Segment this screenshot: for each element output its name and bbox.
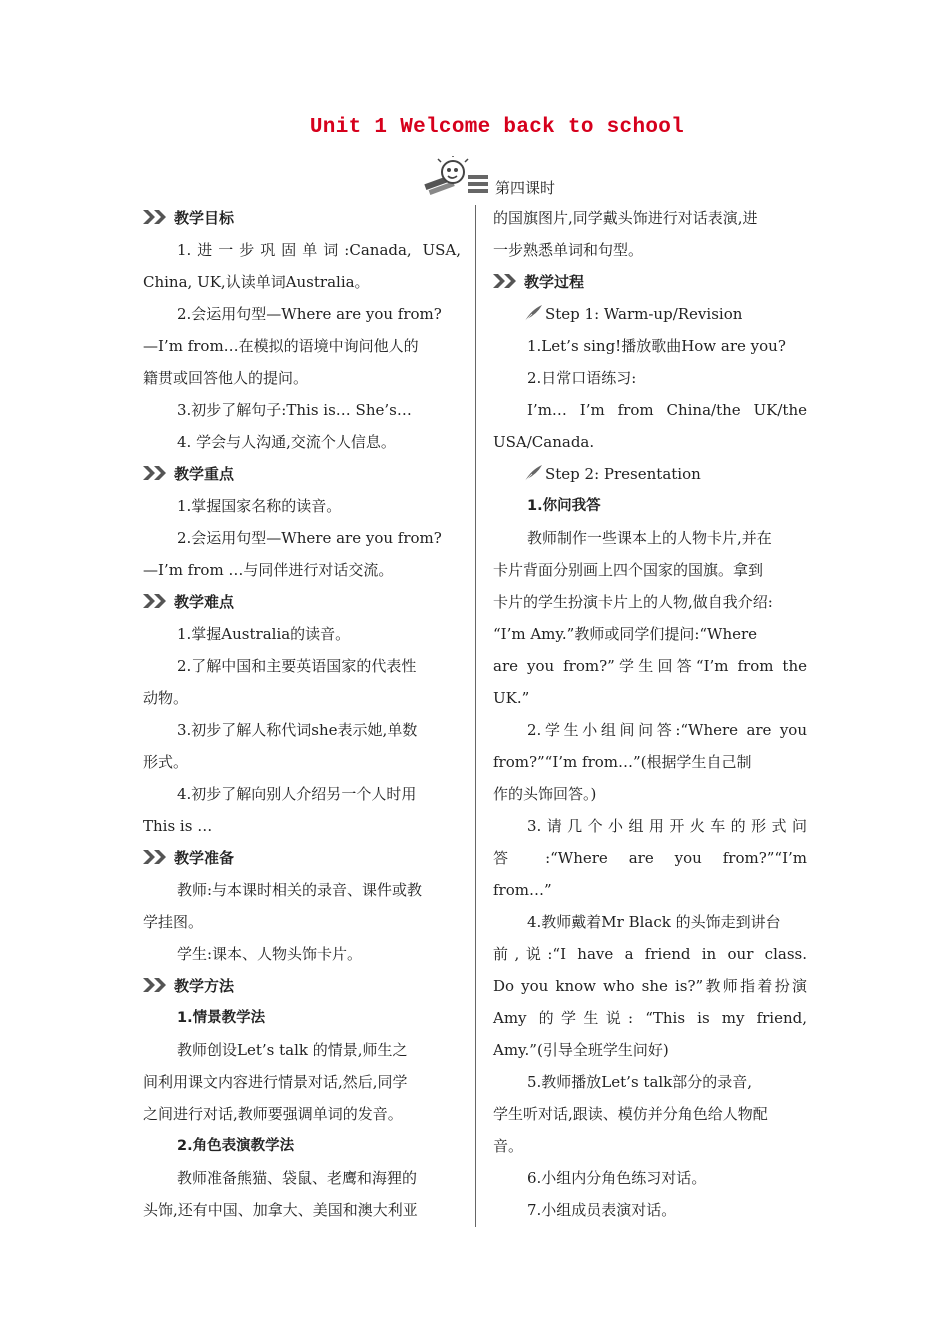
text-line: UK.” (493, 689, 530, 707)
step-heading: Step 2: Presentation (493, 458, 807, 490)
text-line: from…” (493, 881, 552, 899)
text-line: 形式。 (143, 753, 189, 771)
text-line: 教师准备熊猫、袋鼠、老鹰和海狸的 (177, 1169, 418, 1187)
text-line: “I’m Amy.”教师或同学们提问:“Where (493, 625, 758, 643)
text-line: 7.小组成员表演对话。 (527, 1201, 677, 1219)
text-line: 2.了解中国和主要英语国家的代表性 (177, 657, 417, 675)
text-line: 教师制作一些课本上的人物卡片,并在 (527, 529, 772, 547)
subheading: 2.角色表演教学法 (177, 1138, 295, 1154)
text-line: 间利用课文内容进行情景对话,然后,同学 (143, 1073, 408, 1091)
quill-pen-icon (523, 304, 543, 322)
text-line: 学生听对话,跟读、模仿并分角色给人物配 (493, 1105, 768, 1123)
left-column (143, 202, 461, 1226)
lightbulb-book-icon (423, 156, 489, 196)
text-line: 6.小组内分角色练习对话。 (527, 1169, 707, 1187)
text-line: 籍贯或回答他人的提问。 (143, 369, 309, 387)
text-line: 卡片的学生扮演卡片上的人物,做自我介绍: (493, 593, 773, 611)
text-line: 教师创设Let’s talk 的情景,师生之 (177, 1041, 408, 1059)
section-heading: 教学过程 (493, 266, 807, 298)
text-line: Do you know who she is?”教师指着扮演 (493, 977, 807, 995)
text-line: 音。 (493, 1137, 524, 1155)
page-title: Unit 1 Welcome back to school (309, 116, 685, 139)
text-line: 答 :“Where are you from?”“I’m (493, 849, 807, 867)
text-line: 4. 学会与人沟通,交流个人信息。 (177, 433, 396, 451)
column-divider (475, 205, 476, 1227)
text-line: 教师:与本课时相关的录音、课件或教 (177, 881, 423, 899)
text-line: 2.日常口语练习: (527, 369, 637, 387)
double-chevron-icon (493, 274, 517, 288)
text-line: I’m… I’m from China/the UK/the (527, 401, 807, 419)
quill-pen-icon (523, 464, 543, 482)
right-column (493, 202, 807, 1226)
text-line: 作的头饰回答。) (493, 785, 597, 803)
text-line: 1.Let’s sing!播放歌曲How are you? (527, 337, 786, 355)
text-line: 3.初步了解人称代词she表示她,单数 (177, 721, 418, 739)
text-line: 4.教师戴着Mr Black 的头饰走到讲台 (527, 913, 781, 931)
section-heading: 教学重点 (143, 458, 461, 490)
text-line: 2.会运用句型—Where are you from? (177, 305, 442, 323)
subheading: 1.你问我答 (527, 498, 601, 514)
section-heading: 教学难点 (143, 586, 461, 618)
text-line: 前,说:“I have a friend in our class. (493, 945, 807, 963)
section-heading: 教学方法 (143, 970, 461, 1002)
text-line: 1.掌握Australia的读音。 (177, 625, 351, 643)
text-line: —I’m from …与同伴进行对话交流。 (143, 561, 394, 579)
double-chevron-icon (143, 466, 167, 480)
double-chevron-icon (143, 210, 167, 224)
text-line: 卡片背面分别画上四个国家的国旗。拿到 (493, 561, 764, 579)
text-line: from?”“I’m from…”(根据学生自己制 (493, 753, 752, 771)
text-line: 2.学生小组间问答:“Where are you (527, 721, 807, 739)
double-chevron-icon (143, 850, 167, 864)
text-line: are you from?”学生回答“I’m from the (493, 657, 807, 675)
text-line: 一步熟悉单词和句型。 (493, 241, 644, 259)
text-line: 3.请几个小组用开火车的形式问 (527, 817, 807, 835)
text-line: 1.掌握国家名称的读音。 (177, 497, 342, 515)
lesson-subtitle: 第四课时 (495, 179, 556, 197)
section-heading: 教学准备 (143, 842, 461, 874)
text-line: 1.进一步巩固单词:Canada, USA, (177, 241, 461, 259)
step-heading: Step 1: Warm-up/Revision (493, 298, 807, 330)
text-line: This is … (143, 817, 213, 835)
text-line: —I’m from…在模拟的语境中询问他人的 (143, 337, 419, 355)
text-line: 头饰,还有中国、加拿大、美国和澳大利亚 (143, 1201, 418, 1219)
double-chevron-icon (143, 594, 167, 608)
text-line: 3.初步了解句子:This is… She’s… (177, 401, 412, 419)
text-line: 2.会运用句型—Where are you from? (177, 529, 442, 547)
text-line: 学生:课本、人物头饰卡片。 (177, 945, 363, 963)
text-line: USA/Canada. (493, 433, 595, 451)
text-line: 学挂图。 (143, 913, 204, 931)
text-line: 5.教师播放Let’s talk部分的录音, (527, 1073, 753, 1091)
text-line: China, UK,认读单词Australia。 (143, 273, 370, 291)
section-heading: 教学目标 (143, 202, 461, 234)
text-line: 之间进行对话,教师要强调单词的发音。 (143, 1105, 403, 1123)
subheading: 1.情景教学法 (177, 1010, 266, 1026)
text-line: Amy 的学生说: “This is my friend, (493, 1009, 807, 1027)
double-chevron-icon (143, 978, 167, 992)
text-line: Amy.”(引导全班学生问好) (493, 1041, 669, 1059)
text-line: 的国旗图片,同学戴头饰进行对话表演,进 (493, 209, 758, 227)
text-line: 动物。 (143, 689, 189, 707)
text-line: 4.初步了解向别人介绍另一个人时用 (177, 785, 417, 803)
